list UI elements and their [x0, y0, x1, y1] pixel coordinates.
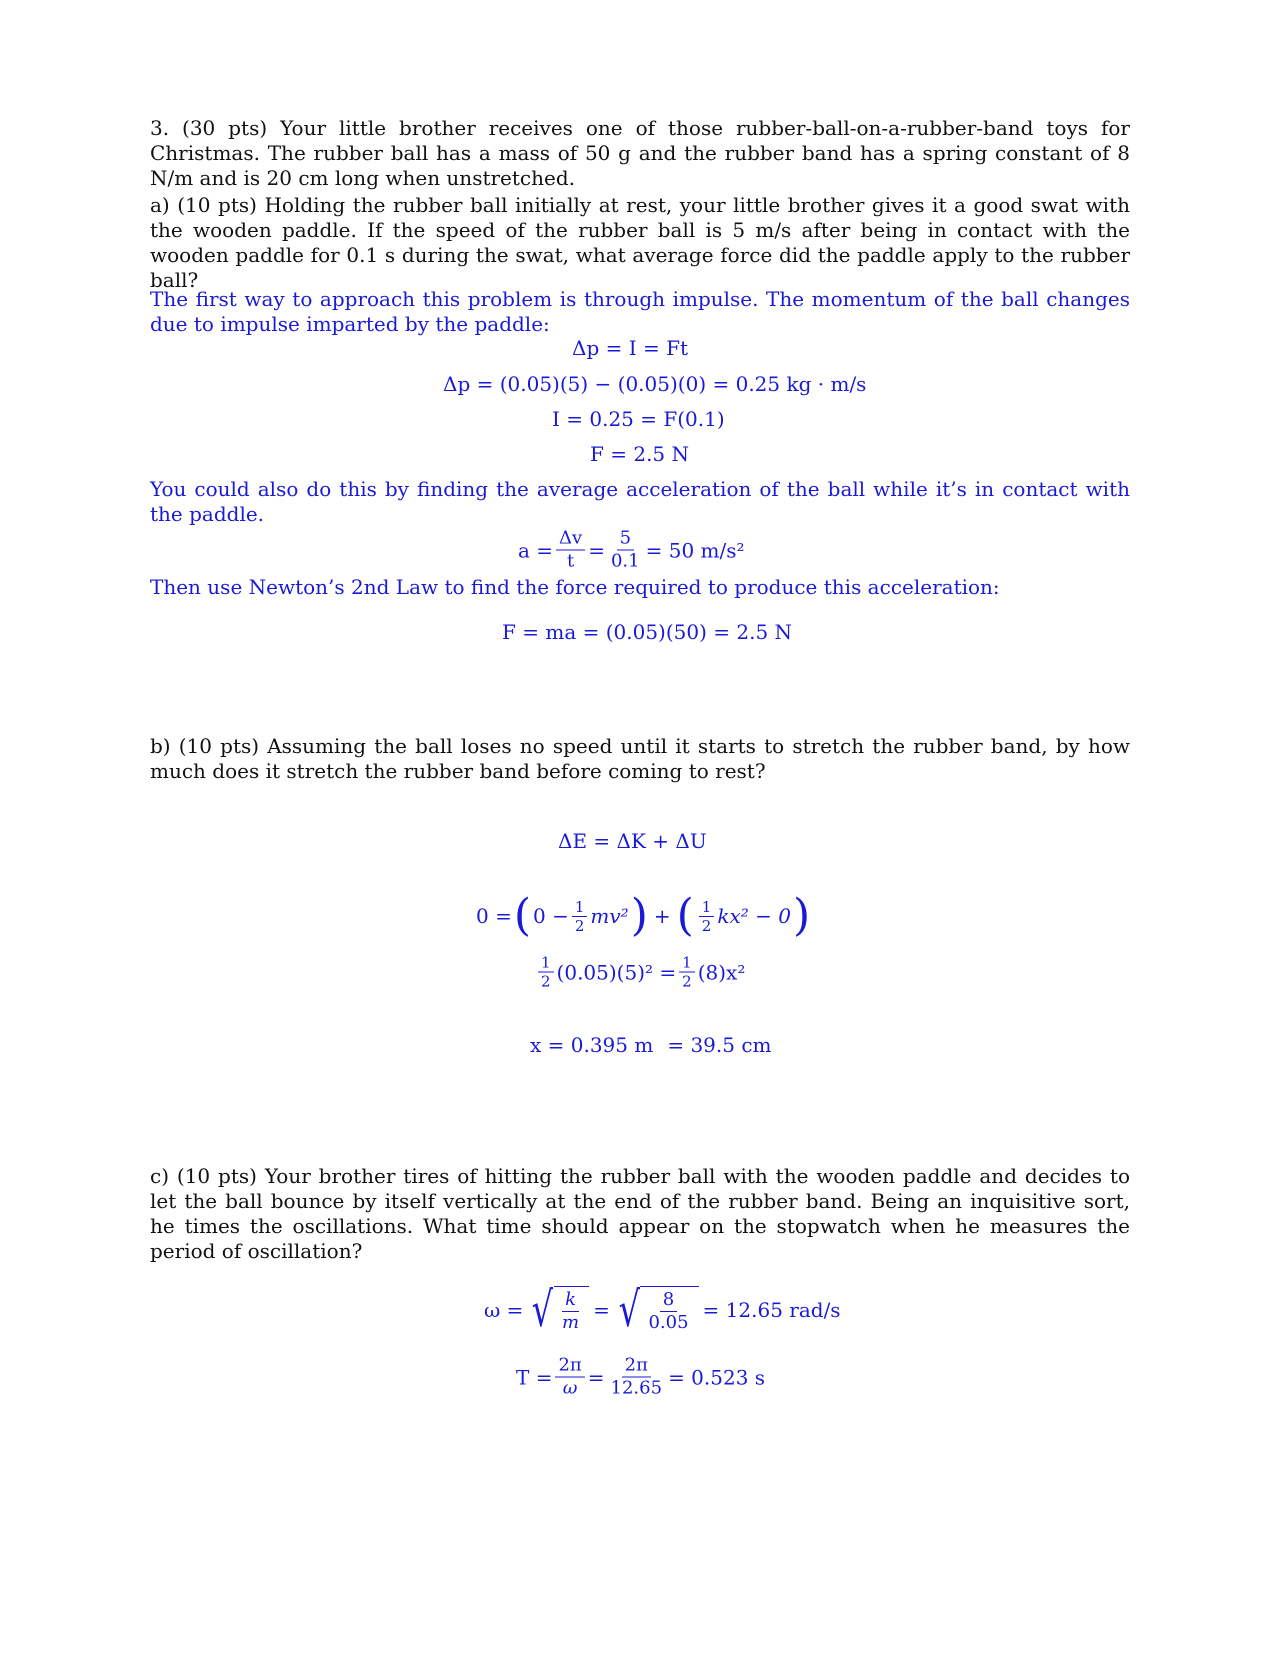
fraction-8-0.05: [645, 1290, 691, 1333]
eq-a-1-text: Δp = I = Ft: [572, 336, 689, 360]
eq-c-1-lhs: ω =: [484, 1298, 524, 1322]
fraction-numerator: 2π: [622, 1356, 651, 1378]
fraction-half: [679, 955, 695, 990]
fraction-numerator: 2π: [555, 1356, 584, 1378]
equals-sign: =: [587, 1365, 605, 1389]
fraction-numerator: 1: [572, 899, 588, 917]
fraction-numerator: k: [562, 1290, 579, 1312]
eq-b-3-row: [535, 955, 745, 990]
eq-b-3-right: (8)x²: [697, 960, 746, 984]
eq-b-2-kx: kx² − 0: [717, 904, 791, 928]
fraction-denominator: 0.05: [648, 1312, 689, 1333]
fraction-k-m: [559, 1290, 582, 1333]
fraction-numerator: Δv: [556, 529, 585, 551]
radical-sign: √: [532, 1282, 554, 1338]
eq-b-2-plus: +: [653, 904, 671, 928]
problem-intro: 3. (30 pts) Your little brother receives one of those rubber-ball-on-a-rubber-band toys for Christmas. The rubber ball has a mass of 50 g and the rubber band has a spring constant of 8 N/m and is 20 cm long when unstretched.: [150, 116, 1130, 190]
left-paren: (: [676, 890, 694, 941]
fraction-denominator: t: [567, 550, 575, 572]
eq-b-4-row: [530, 1033, 772, 1057]
fraction-numerator: 5: [617, 529, 634, 551]
fraction-half: [572, 899, 588, 934]
fraction-2pi-omega: [555, 1356, 584, 1399]
fraction-dv-t: [556, 529, 585, 572]
eq-a-5-row: [518, 529, 745, 572]
fraction-denominator: 12.65: [610, 1377, 663, 1399]
fraction-denominator: 2: [682, 972, 692, 991]
eq-a-5-lhs: a =: [518, 538, 554, 562]
left-paren: (: [513, 890, 532, 941]
eq-b-2-zero: 0 −: [533, 904, 569, 928]
fraction-denominator: 2: [541, 972, 551, 991]
right-paren: ): [792, 890, 811, 941]
fraction-numerator: 1: [538, 955, 554, 973]
fraction-half: [538, 955, 554, 990]
solution-a-text-1: The first way to approach this problem is through impulse. The momentum of the ball changes due to impulse imparted by the paddle:: [150, 287, 1130, 336]
eq-b-2-lhs: 0 =: [476, 904, 512, 928]
eq-b-2-row: [476, 890, 812, 941]
fraction-numerator: 8: [660, 1290, 677, 1312]
eq-b-3-left: (0.05)(5)² =: [556, 960, 677, 984]
fraction-2pi-12.65: [608, 1356, 666, 1399]
fraction-denominator: 0.1: [610, 550, 640, 572]
solution-a-text-2: You could also do this by finding the average acceleration of the ball while it’s in contact with the paddle.: [150, 477, 1130, 526]
eq-c-2-row: [516, 1356, 765, 1399]
fraction-numerator: 1: [679, 955, 695, 973]
eq-c-2-lhs: T =: [516, 1365, 553, 1389]
right-paren: ): [630, 890, 648, 941]
eq-b-1-text: ΔE = ΔK + ΔU: [558, 829, 707, 853]
fraction-5-0.1: [608, 529, 643, 572]
eq-c-1-rhs: = 12.65 rad/s: [702, 1298, 841, 1322]
eq-b-2-mv: mv²: [590, 904, 629, 928]
fraction-numerator: 1: [699, 899, 715, 917]
equals-sign: =: [593, 1298, 610, 1322]
eq-a-4-text: F = 2.5 N: [590, 442, 690, 466]
fraction-denominator: 2: [701, 916, 712, 935]
eq-b-4b-text: = 39.5 cm: [667, 1033, 772, 1057]
eq-a-6-text: F = ma = (0.05)(50) = 2.5 N: [502, 620, 793, 644]
problem-part-c: c) (10 pts) Your brother tires of hitting the rubber ball with the wooden paddle and decides to let the ball bounce by itself vertically at the end of the rubber band. Being an inquisitive sort, he times the oscillations. What time should appear on the stopwatch when he measures the period of oscillation?: [150, 1164, 1130, 1263]
eq-c-1-row: [484, 1282, 841, 1338]
eq-c-2-rhs: = 0.523 s: [668, 1365, 766, 1389]
eq-a-2-text: Δp = (0.05)(5) − (0.05)(0) = 0.25 kg · m/s: [443, 372, 867, 396]
equals-sign: =: [588, 538, 605, 562]
fraction-half: [699, 899, 715, 934]
solution-a-text-3: Then use Newton’s 2nd Law to find the force required to produce this acceleration:: [150, 575, 1000, 599]
problem-part-a: a) (10 pts) Holding the rubber ball initially at rest, your little brother gives it a good swat with the wooden paddle. If the speed of the rubber ball is 5 m/s after being in contact with the wooden paddle for 0.1 s during the swat, what average force did the paddle apply to the rubber ball?: [150, 193, 1130, 292]
problem-part-b: b) (10 pts) Assuming the ball loses no speed until it starts to stretch the rubber band, by how much does it stretch the rubber band before coming to rest?: [150, 734, 1130, 783]
radical-sign: √: [618, 1282, 640, 1338]
eq-a-3-text: I = 0.25 = F(0.1): [552, 407, 725, 431]
eq-a-5-rhs: = 50 m/s²: [645, 538, 745, 562]
fraction-denominator: ω: [562, 1377, 578, 1399]
fraction-denominator: m: [562, 1312, 580, 1333]
fraction-denominator: 2: [574, 916, 585, 935]
eq-b-4-text: x = 0.395 m: [530, 1033, 654, 1057]
sqrt-8-over-0.05: [614, 1282, 699, 1338]
sqrt-k-over-m: [527, 1282, 589, 1338]
